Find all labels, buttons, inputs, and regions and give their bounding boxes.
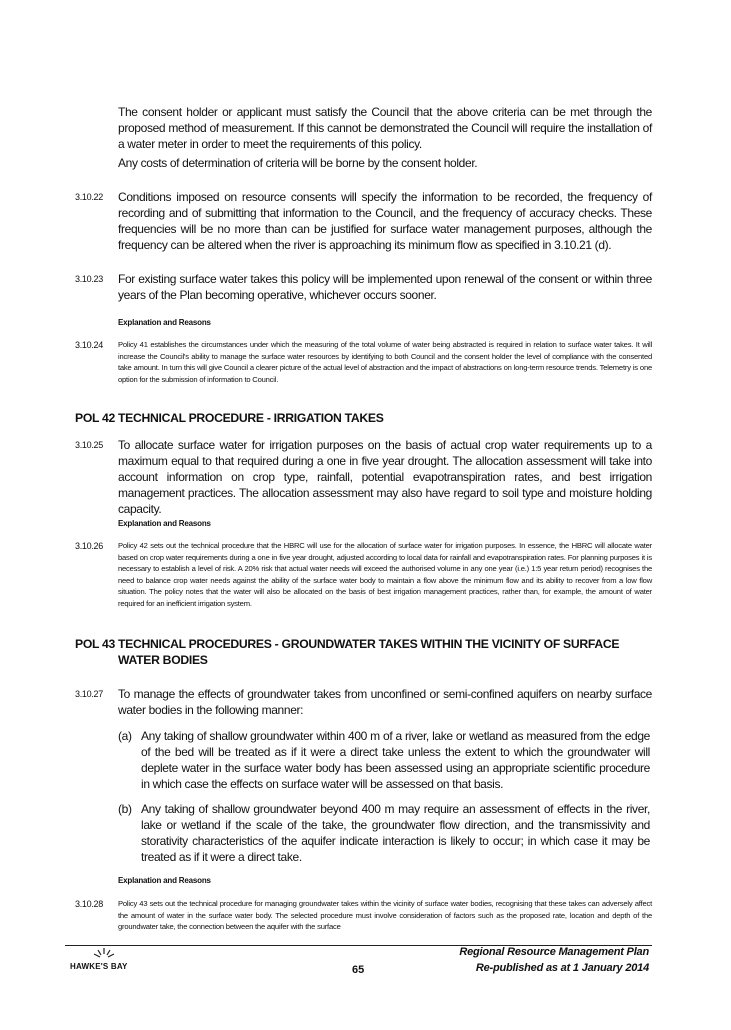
explanation-heading: Explanation and Reasons	[118, 318, 211, 327]
policy-title: TECHNICAL PROCEDURES - GROUNDWATER TAKES WITHIN THE VICINITY OF SURFACE WATER BODIES	[118, 637, 620, 667]
costs-paragraph: Any costs of determination of criteria will be borne by the consent holder.	[118, 156, 478, 170]
page-number: 65	[352, 964, 365, 976]
explanation-heading: Explanation and Reasons	[118, 519, 211, 528]
section-number: 3.10.23	[75, 274, 103, 284]
explanation-heading: Explanation and Reasons	[118, 876, 211, 885]
section-number: 3.10.27	[75, 689, 103, 699]
plan-title: Regional Resource Management Plan	[459, 946, 649, 958]
section-text-small: Policy 41 establishes the circumstances under which the measuring of the total volume of water being abstracted is required in relation to surface water takes. It will increase the Council's ability to manage the surface water resources by identifying to both Council and the consent holder the level of compliance with the consented take amount. In turn this will give Council a clearer picture of the actual level of abstraction and the impact of abstractions on long-term resource trends. Telemetry is one option for the submission of information to Council.	[118, 340, 652, 384]
section-number: 3.10.26	[75, 541, 103, 551]
list-item-label: (b)	[118, 802, 132, 816]
hawkes-bay-logo	[70, 946, 150, 976]
section-text: For existing surface water takes this policy will be implemented upon renewal of the consent or within three years of the Plan becoming operative, whichever occurs sooner.	[118, 272, 652, 302]
section-text-small: Policy 42 sets out the technical procedure that the HBRC will use for the allocation of surface water for irrigation purposes. In essence, the HBRC will allocate water based on crop water requirements during a one in five year drought, adjusted according to local data for rainfall and evapotranspiration rates. For planning purposes it is necessary to establish a level of risk. A 20% risk that actual water needs will exceed the authorised volume in any one year (i.e.) 1:5 year return period) recognises the need to balance crop water needs against the ability of the surface water body to maintain a flow above the minimum flow and its ability to recover from a low flow situation. The policy notes that the water will also be allocated on the basis of best irrigation management practices, rather than, for example, the amount of water required for an inefficient irrigation system.	[118, 541, 652, 608]
logo-text: HAWKE'S BAY	[70, 962, 128, 971]
policy-code: POL 43	[75, 637, 115, 651]
section-number: 3.10.25	[75, 440, 103, 450]
section-text-small: Policy 43 sets out the technical procedure for managing groundwater takes within the vicinity of surface water bodies, recognising that these takes can adversely affect the amount of water in the surface water body. The selected procedure must involve consideration of factors such as the proposed rate, location and depth of the groundwater take, the connection between the aquifer with the surface	[118, 899, 652, 931]
logo-mark-icon	[84, 946, 124, 962]
republished-date: Re-published as at 1 January 2014	[475, 962, 649, 974]
section-text: To manage the effects of groundwater takes from unconfined or semi-confined aquifers on nearby surface water bodies in the following manner:	[118, 687, 652, 717]
list-item-label: (a)	[118, 729, 132, 743]
continuation-paragraph: The consent holder or applicant must satisfy the Council that the above criteria can be met through the proposed method of measurement. If this cannot be demonstrated the Council will require the installation of a water meter in order to meet the requirements of this policy.	[118, 105, 652, 151]
list-item-text: Any taking of shallow groundwater within 400 m of a river, lake or wetland as measured from the edge of the bed will be treated as if it were a direct take unless the extent to which the groundwater will deplete water in the surface water body has been assessed using an appropriate scientific procedure in which case the effects on surface water will be assessed on that basis.	[141, 729, 650, 791]
policy-code: POL 42	[75, 411, 115, 425]
section-text: Conditions imposed on resource consents will specify the information to be recorded, the frequency of recording and of submitting that information to the Council, and the frequency of accuracy checks. These frequencies will be no more than can be justified for surface water management purposes, although the frequency can be altered when the river is approaching its minimum flow as specified in 3.10.21 (d).	[118, 190, 652, 252]
section-number: 3.10.24	[75, 340, 103, 350]
policy-title: TECHNICAL PROCEDURE - IRRIGATION TAKES	[118, 411, 384, 425]
section-number: 3.10.28	[75, 899, 103, 909]
section-number: 3.10.22	[75, 192, 103, 202]
section-text: To allocate surface water for irrigation purposes on the basis of actual crop water requirements up to a maximum equal to that required during a one in five year drought. The allocation assessment will take into account information on crop type, rainfall, potential evapotranspiration rates, and best irrigation management practices. The allocation assessment may also have regard to soil type and moisture holding capacity.	[118, 438, 652, 516]
list-item-text: Any taking of shallow groundwater beyond 400 m may require an assessment of effects in the river, lake or wetland if the scale of the take, the groundwater flow direction, and the transmissivity and storativity characteristics of the aquifer indicate interaction is likely to occur; in which case it may be treated as if it were a direct take.	[141, 802, 650, 864]
